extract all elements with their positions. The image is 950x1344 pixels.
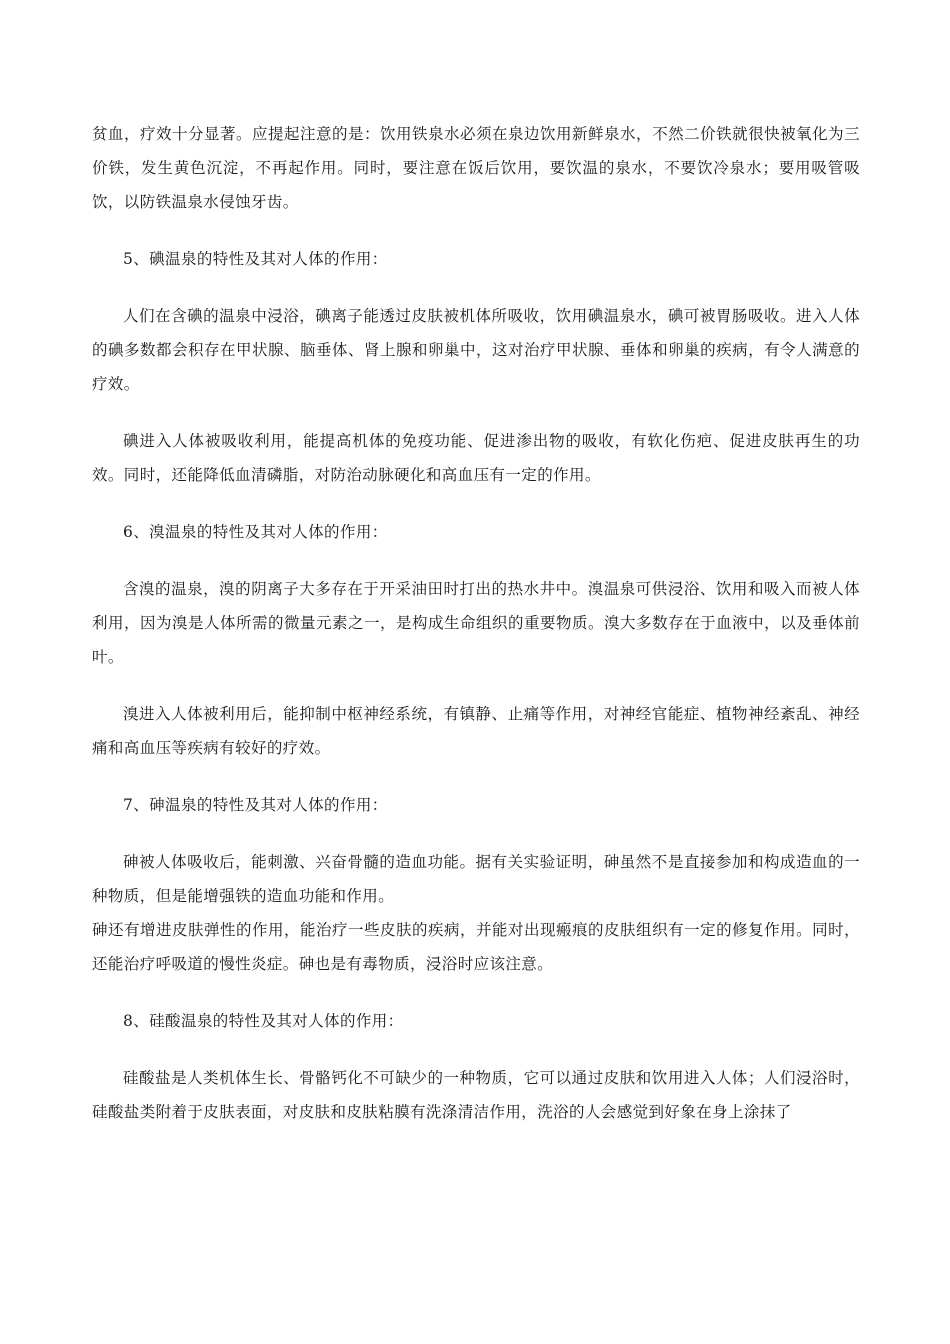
- heading-bromine-spring: 6、溴温泉的特性及其对人体的作用：: [123, 523, 388, 541]
- heading-iodine-spring: 5、碘温泉的特性及其对人体的作用：: [123, 250, 388, 268]
- paragraph-silicate-effects: 硅酸盐是人类机体生长、骨骼钙化不可缺少的一种物质，它可以通过皮肤和饮用进入人体；人们浸浴时，硅酸盐类附着于皮肤表面，对皮肤和皮肤粘膜有洗涤清洁作用，洗浴的人会感觉到好象在身上涂抹了: [92, 1069, 860, 1121]
- paragraph-arsenic-blood: 砷被人体吸收后，能刺激、兴奋骨髓的造血功能。据有关实验证明，砷虽然不是直接参加和构成造血的一种物质，但是能增强铁的造血功能和作用。: [92, 853, 860, 905]
- heading-silicate-spring: 8、硅酸温泉的特性及其对人体的作用：: [123, 1012, 404, 1030]
- paragraph-arsenic-skin: 砷还有增进皮肤弹性的作用，能治疗一些皮肤的疾病，并能对出现瘢痕的皮肤组织有一定的修复作用。同时，还能治疗呼吸道的慢性炎症。砷也是有毒物质，浸浴时应该注意。: [92, 921, 860, 973]
- paragraph-bromine-effects: 溴进入人体被利用后，能抑制中枢神经系统，有镇静、止痛等作用，对神经官能症、植物神经紊乱、神经痛和高血压等疾病有较好的疗效。: [92, 705, 860, 757]
- paragraph-iodine-absorption: 人们在含碘的温泉中浸浴，碘离子能透过皮肤被机体所吸收，饮用碘温泉水，碘可被胃肠吸收。进入人体的碘多数都会积存在甲状腺、脑垂体、肾上腺和卵巢中，这对治疗甲状腺、垂体和卵巢的疾病，有令人满意的疗效。: [92, 307, 860, 393]
- paragraph-iron-spring-continued: 贫血，疗效十分显著。应提起注意的是：饮用铁泉水必须在泉边饮用新鲜泉水，不然二价铁就很快被氧化为三价铁，发生黄色沉淀，不再起作用。同时，要注意在饭后饮用，要饮温的泉水，不要饮冷泉水；要用吸管吸饮，以防铁温泉水侵蚀牙齿。: [92, 125, 860, 211]
- heading-arsenic-spring: 7、砷温泉的特性及其对人体的作用：: [123, 796, 388, 814]
- paragraph-iodine-effects: 碘进入人体被吸收利用，能提高机体的免疫功能、促进渗出物的吸收，有软化伤疤、促进皮肤再生的功效。同时，还能降低血清磷脂，对防治动脉硬化和高血压有一定的作用。: [92, 432, 860, 484]
- document-body: [92, 117, 860, 1129]
- paragraph-bromine-source: 含溴的温泉，溴的阴离子大多存在于开采油田时打出的热水井中。溴温泉可供浸浴、饮用和吸入而被人体利用，因为溴是人体所需的微量元素之一，是构成生命组织的重要物质。溴大多数存在于血液中，以及垂体前叶。: [92, 580, 860, 666]
